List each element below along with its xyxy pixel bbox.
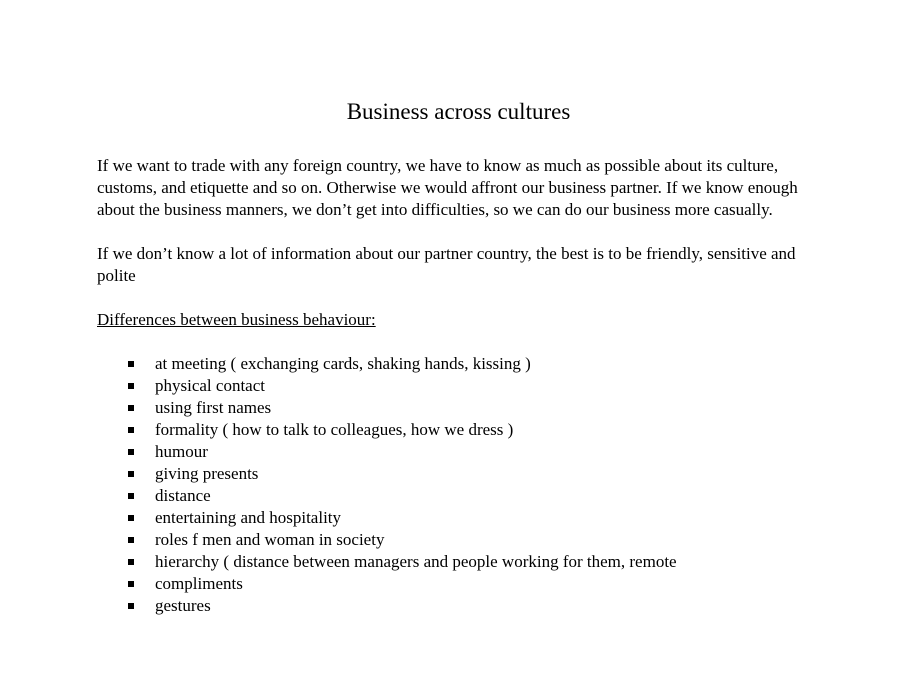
- list-item: [97, 353, 837, 375]
- paragraph-spacer: [97, 221, 837, 243]
- square-bullet-icon: [128, 559, 134, 565]
- list-item-text: humour: [155, 442, 208, 461]
- list-item: [97, 573, 837, 595]
- paragraph-partner-country: If we don’t know a lot of information about our partner country, the best is to be friendly, sensitive and polite: [97, 244, 796, 285]
- list-item: [97, 441, 837, 463]
- list-item: [97, 507, 837, 529]
- list-item-text: using first names: [155, 398, 272, 417]
- square-bullet-icon: [128, 581, 134, 587]
- square-bullet-icon: [128, 449, 134, 455]
- square-bullet-icon: [128, 471, 134, 477]
- list-item: [97, 397, 837, 419]
- list-item-text: giving presents: [155, 464, 259, 483]
- list-item: [97, 463, 837, 485]
- list-item-text: physical contact: [155, 376, 265, 395]
- list-item: [97, 551, 837, 573]
- square-bullet-icon: [128, 603, 134, 609]
- list-item-text: roles f men and woman in society: [155, 530, 385, 549]
- square-bullet-icon: [128, 427, 134, 433]
- bullet-list: [97, 353, 837, 617]
- document-body: [97, 155, 837, 617]
- list-item: [97, 485, 837, 507]
- square-bullet-icon: [128, 361, 134, 367]
- square-bullet-icon: [128, 493, 134, 499]
- document-title: Business across cultures: [346, 99, 571, 124]
- list-item: [97, 419, 837, 441]
- list-item-text: compliments: [155, 574, 243, 593]
- square-bullet-icon: [128, 537, 134, 543]
- list-item-text: distance: [155, 486, 211, 505]
- square-bullet-icon: [128, 383, 134, 389]
- list-item-text: formality ( how to talk to colleagues, how we dress ): [155, 420, 514, 439]
- paragraph-trade: If we want to trade with any foreign country, we have to know as much as possible about its culture, customs, and etiquette and so on. Otherwise we would affront our business partner. If we know enough about the business manners, we don’t get into difficulties, so we can do our business more casually.: [97, 156, 798, 219]
- list-item: [97, 529, 837, 551]
- list-item: [97, 595, 837, 617]
- square-bullet-icon: [128, 515, 134, 521]
- square-bullet-icon: [128, 405, 134, 411]
- list-item-text: gestures: [155, 596, 211, 615]
- list-item-text: hierarchy ( distance between managers and people working for them, remote: [155, 552, 677, 571]
- list-item-text: at meeting ( exchanging cards, shaking hands, kissing ): [155, 354, 531, 373]
- list-item-text: entertaining and hospitality: [155, 508, 342, 527]
- list-item: [97, 375, 837, 397]
- paragraph-spacer: [97, 331, 837, 353]
- paragraph-spacer: [97, 287, 837, 309]
- section-heading: Differences between business behaviour:: [97, 310, 376, 329]
